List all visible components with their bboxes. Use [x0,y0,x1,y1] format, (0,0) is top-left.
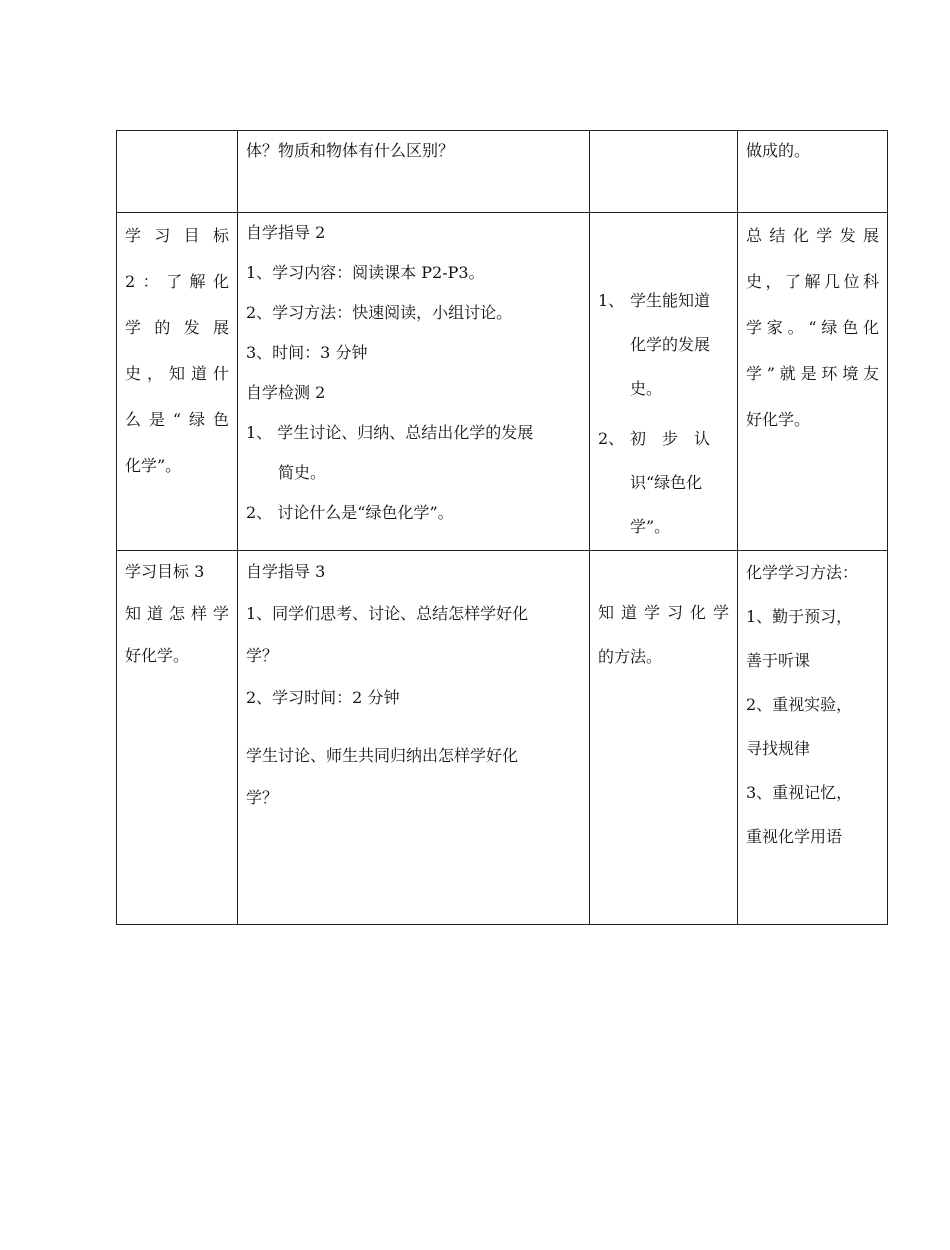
summary-line: 寻找规律 [746,739,811,758]
goal-line: 学 的 发 展 [125,318,229,337]
outcome-cell [590,213,738,551]
guidance-line: 自学检测 2 [246,383,326,402]
outcome-number: 1、 [598,291,625,310]
guidance-line: 学？ [246,646,279,665]
guidance-cell [238,551,590,925]
guidance-line: 1、学习内容：阅读课本 P2-P3。 [246,263,485,282]
goal-line: 化学”。 [125,456,182,475]
summary-cell [738,213,888,551]
table-row [117,131,888,213]
guidance-line: 自学指导 3 [246,562,326,581]
outcome-cell [590,131,738,213]
goal-cell [117,213,238,551]
goal-line: 史，知道什 [125,364,229,383]
summary-cell [738,131,888,213]
summary-line: 好化学。 [746,410,811,429]
guidance-line: 1、同学们思考、讨论、总结怎样学好化 [246,604,529,623]
outcome-line: 学生能知道 [630,291,711,310]
summary-line: 总结化学发展 [746,226,879,245]
guidance-line: 学？ [246,788,279,807]
outcome-number: 2、 [598,429,625,448]
guidance-line: 学生讨论、师生共同归纳出怎样学好化 [246,746,519,765]
summary-cell [738,551,888,925]
outcome-item [598,417,729,549]
outcome-cell [590,551,738,925]
outcome-line: 知道学习化学 [598,603,729,622]
outcome-line: 学”。 [630,517,671,536]
table-row [117,213,888,551]
goal-cell [117,131,238,213]
goal-line: 好化学。 [125,646,190,665]
summary-line: 2、重视实验， [746,695,853,714]
guidance-line: 简史。 [278,463,327,482]
goal-line: 学 习 目 标 [125,226,229,245]
table-row [117,551,888,925]
guidance-line: 自学指导 2 [246,223,326,242]
goal-line: 2：了解化 [125,272,229,291]
guidance-line: 体？物质和物体有什么区别？ [246,141,455,160]
goal-cell [117,551,238,925]
summary-line: 学家。“绿色化 [746,318,879,337]
outcome-line: 初 步 认 [630,429,711,448]
guidance-line: 3、时间：3 分钟 [246,343,368,362]
summary-line: 1、勤于预习， [746,607,853,626]
guidance-line: 1、 学生讨论、归纳、总结出化学的发展 [246,423,534,442]
guidance-cell [238,213,590,551]
summary-line: 善于听课 [746,651,811,670]
outcome-line: 识“绿色化 [630,473,703,492]
spacer [246,719,581,735]
outcome-item [598,279,729,411]
guidance-line: 2、学习方法：快速阅读，小组讨论。 [246,303,513,322]
summary-line: 史，了解几位科 [746,272,879,291]
guidance-cell [238,131,590,213]
outcome-line: 的方法。 [598,647,663,666]
outcome-line: 史。 [630,379,663,398]
guidance-line: 2、 讨论什么是“绿色化学”。 [246,503,454,522]
goal-line: 知道怎样学 [125,604,229,623]
summary-line: 3、重视记忆， [746,783,853,802]
summary-line: 做成的。 [746,141,811,160]
outcome-line: 化学的发展 [630,335,711,354]
summary-line: 化学学习方法： [746,563,859,582]
lesson-plan-table [116,130,888,925]
goal-line: 么是“绿色 [125,410,229,429]
guidance-line: 2、学习时间：2 分钟 [246,688,400,707]
summary-line: 学”就是环境友 [746,364,879,383]
summary-line: 重视化学用语 [746,827,843,846]
goal-line: 学习目标 3 [125,562,205,581]
